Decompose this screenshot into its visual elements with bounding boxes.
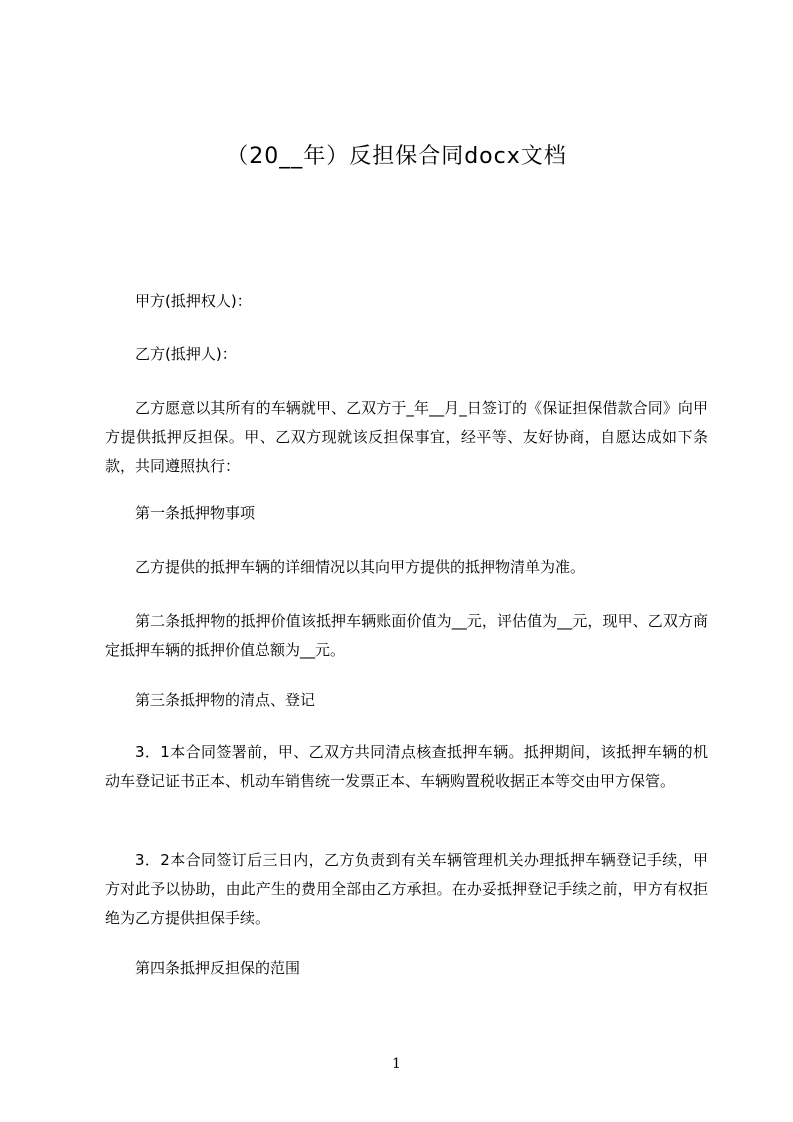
- article-2-paragraph: 第二条抵押物的抵押价值该抵押车辆账面价值为__元，评估值为__元，现甲、乙双方商定抵押车辆的抵押价值总额为__元。: [105, 612, 708, 659]
- party-a-line: 甲方(抵押权人)：: [135, 292, 252, 310]
- article-4-heading: 第四条抵押反担保的范围: [135, 959, 301, 977]
- page-number: 1: [392, 1056, 401, 1072]
- article-1-heading: 第一条抵押物事项: [135, 504, 256, 522]
- article-1-body: 乙方提供的抵押车辆的详细情况以其向甲方提供的抵押物清单为准。: [135, 558, 586, 576]
- clause-3-1-paragraph: 3．1本合同签署前，甲、乙双方共同清点核查抵押车辆。抵押期间，该抵押车辆的机动车登记证书正本、机动车销售统一发票正本、车辆购置税收据正本等交由甲方保管。: [105, 743, 708, 790]
- article-3-heading: 第三条抵押物的清点、登记: [135, 691, 316, 709]
- party-b-line: 乙方(抵押人)：: [135, 345, 237, 363]
- document-title: （20__年）反担保合同docx文档: [226, 144, 567, 169]
- preamble-paragraph: 乙方愿意以其所有的车辆就甲、乙双方于_年__月_日签订的《保证担保借款合同》向甲方提供抵押反担保。甲、乙双方现就该反担保事宜，经平等、友好协商，自愿达成如下条款，共同遵照执行：: [105, 399, 708, 475]
- clause-3-2-paragraph: 3．2本合同签订后三日内，乙方负责到有关车辆管理机关办理抵押车辆登记手续，甲方对此予以协助，由此产生的费用全部由乙方承担。在办妥抵押登记手续之前，甲方有权拒绝为乙方提供担保手续。: [105, 851, 708, 927]
